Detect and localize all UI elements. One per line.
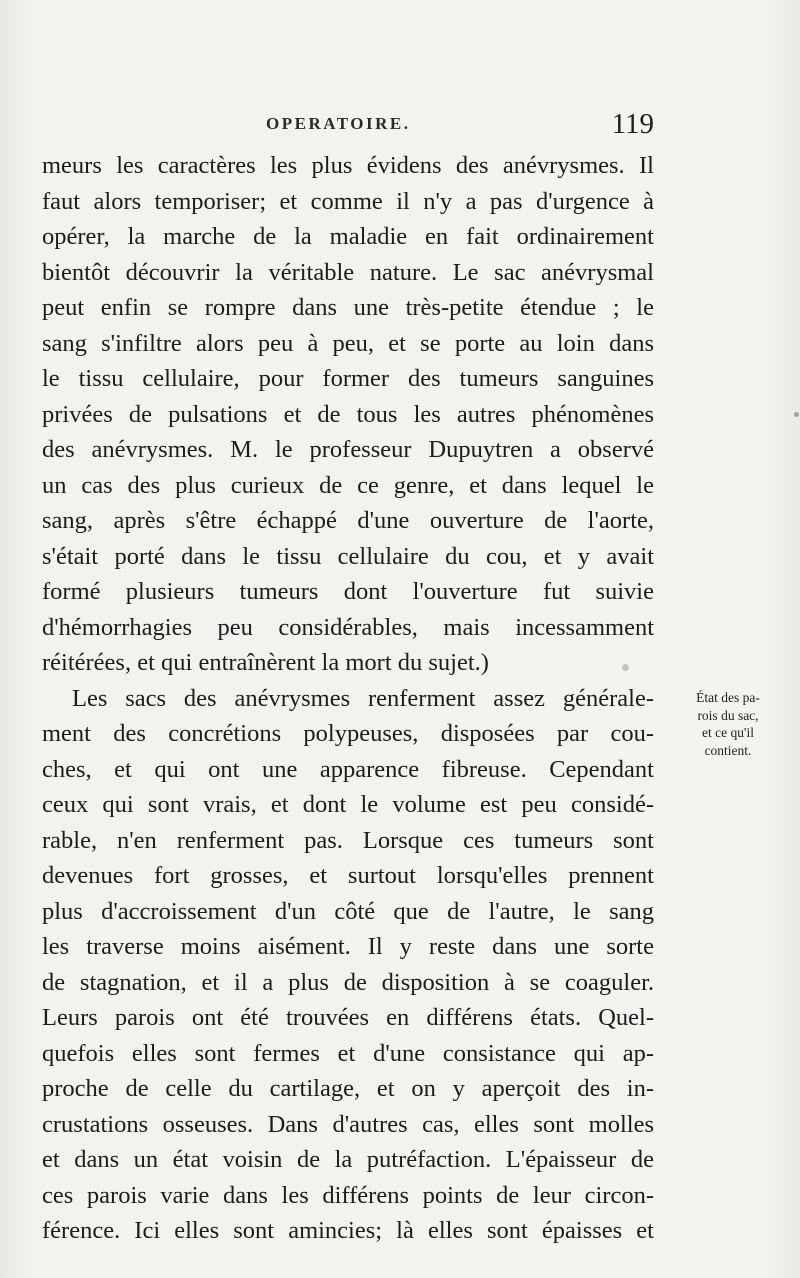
paragraph-1 bbox=[42, 148, 654, 681]
margin-note-line: contient. bbox=[704, 742, 752, 758]
text-line: quefois elles sont fermes et d'une consistance qui ap- bbox=[42, 1039, 654, 1067]
text-line: ces parois varie dans les différens points de leur circon- bbox=[42, 1181, 654, 1209]
text-line: un cas des plus curieux de ce genre, et dans lequel le bbox=[42, 471, 654, 499]
text-line: plus d'accroissement d'un côté que de l'autre, le sang bbox=[42, 897, 654, 925]
margin-note bbox=[662, 689, 794, 759]
running-title: OPERATOIRE. bbox=[266, 114, 411, 133]
text-line: d'hémorrhagies peu considérables, mais incessamment bbox=[42, 613, 654, 641]
text-line: de stagnation, et il a plus de disposition à se coaguler. bbox=[42, 968, 654, 996]
margin-note-line: État des pa- bbox=[696, 690, 760, 705]
text-line: le tissu cellulaire, pour former des tumeurs sanguines bbox=[42, 365, 654, 392]
body-text bbox=[42, 148, 654, 1249]
text-line: rable, n'en renferment pas. Lorsque ces tumeurs sont bbox=[42, 826, 654, 854]
paragraph-2 bbox=[42, 681, 654, 1249]
text-line: devenues fort grosses, et surtout lorsqu'elles prennent bbox=[42, 862, 654, 889]
margin-note-line: rois du sac, bbox=[697, 707, 759, 723]
text-line: proche de celle du cartilage, et on y aperçoit des in- bbox=[42, 1075, 654, 1102]
text-line: réitérées, et qui entraînèrent la mort du sujet.) bbox=[42, 649, 489, 676]
text-line: s'était porté dans le tissu cellulaire du cou, et y avait bbox=[42, 542, 654, 570]
text-line: peut enfin se rompre dans une très-petite étendue ; le bbox=[42, 294, 654, 321]
text-line: des anévrysmes. M. le professeur Dupuytren a observé bbox=[42, 436, 654, 463]
text-line: férence. Ici elles sont amincies; là elles sont épaisses et bbox=[42, 1217, 654, 1244]
text-line: Leurs parois ont été trouvées en différens états. Quel- bbox=[42, 1004, 654, 1031]
text-line: faut alors temporiser; et comme il n'y a pas d'urgence à bbox=[42, 187, 654, 215]
text-line: bientôt découvrir la véritable nature. Le sac anévrysmal bbox=[42, 258, 654, 286]
page-number: 119 bbox=[611, 108, 654, 140]
text-line: privées de pulsations et de tous les autres phénomènes bbox=[42, 400, 654, 428]
text-line: ches, et qui ont une apparence fibreuse. Cependant bbox=[42, 755, 654, 783]
text-line: formé plusieurs tumeurs dont l'ouverture fut suivie bbox=[42, 578, 654, 605]
text-line: ment des concrétions polypeuses, disposées par cou- bbox=[42, 720, 654, 747]
text-line: Les sacs des anévrysmes renferment assez générale- bbox=[72, 684, 654, 712]
text-line: sang, après s'être échappé d'une ouverture de l'aorte, bbox=[42, 507, 654, 534]
page-header bbox=[40, 108, 654, 148]
text-line: opérer, la marche de la maladie en fait ordinairement bbox=[42, 223, 654, 250]
ink-speck bbox=[794, 412, 799, 417]
text-line: sang s'infiltre alors peu à peu, et se porte au loin dans bbox=[42, 329, 654, 357]
text-line: crustations osseuses. Dans d'autres cas, elles sont molles bbox=[42, 1110, 654, 1138]
ink-speck bbox=[622, 664, 629, 671]
margin-note-line: et ce qu'il bbox=[702, 725, 754, 740]
text-line: et dans un état voisin de la putréfaction. L'épaisseur de bbox=[42, 1146, 654, 1173]
text-line: meurs les caractères les plus évidens des anévrysmes. Il bbox=[42, 152, 654, 179]
text-line: les traverse moins aisément. Il y reste dans une sorte bbox=[42, 933, 654, 960]
text-line: ceux qui sont vrais, et dont le volume est peu considé- bbox=[42, 791, 654, 818]
